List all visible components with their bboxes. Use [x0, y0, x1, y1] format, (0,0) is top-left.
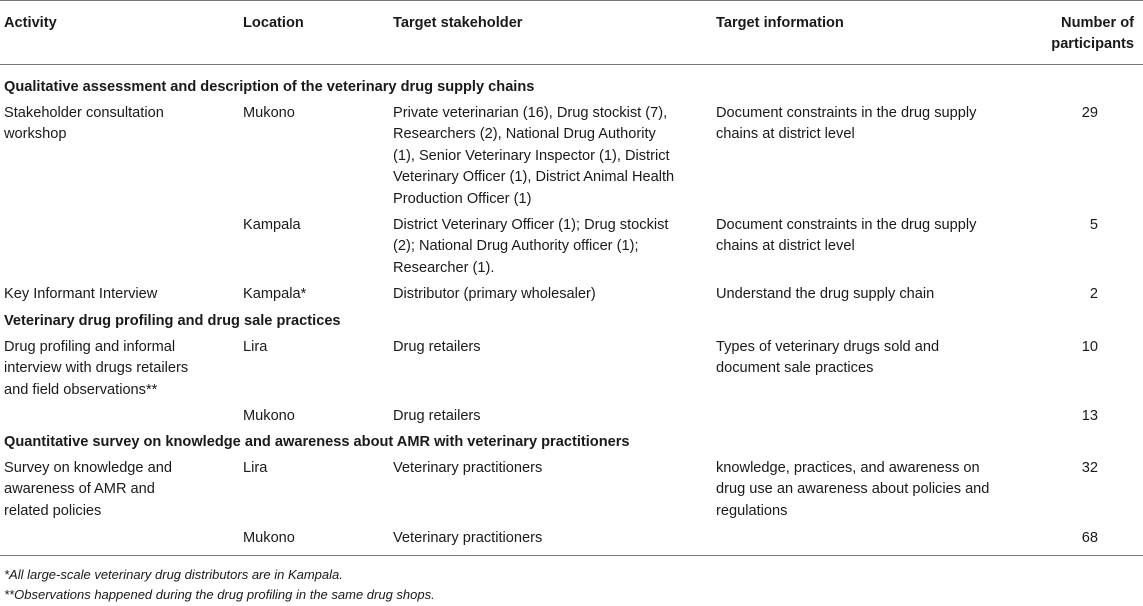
- cell-stakeholder: [393, 215, 668, 279]
- cell-information: [716, 103, 976, 146]
- text-line: (2); National Drug Authority officer (1);: [393, 238, 639, 255]
- text-line: Survey on knowledge and: [4, 460, 172, 476]
- cell-participants: 32: [1081, 460, 1098, 476]
- header-participants: [1051, 13, 1134, 56]
- table-top-rule: [0, 0, 1143, 1]
- cell-stakeholder: Veterinary practitioners: [393, 460, 543, 476]
- cell-participants: 68: [1081, 530, 1098, 546]
- cell-location: Lira: [243, 339, 268, 355]
- cell-location: Kampala: [243, 217, 301, 233]
- text-line: workshop: [4, 126, 67, 143]
- text-line: Production Officer (1): [393, 190, 532, 207]
- cell-information: [716, 337, 939, 380]
- text-line: chains at district level: [716, 238, 855, 255]
- cell-stakeholder: [393, 103, 674, 210]
- cell-stakeholder: Drug retailers: [393, 339, 481, 355]
- section-title: Quantitative survey on knowledge and awareness about AMR with veterinary practitioners: [4, 434, 630, 450]
- text-line: drug use an awareness about policies and: [716, 481, 990, 498]
- table-header-rule: [0, 64, 1143, 65]
- cell-location: Mukono: [243, 105, 295, 121]
- text-line: Document constraints in the drug supply: [716, 105, 977, 121]
- footnote: **Observations happened during the drug profiling in the same drug shops.: [4, 587, 435, 602]
- cell-activity: Key Informant Interview: [4, 286, 158, 302]
- text-line: related policies: [4, 502, 102, 519]
- cell-location: Mukono: [243, 408, 295, 424]
- cell-activity: [4, 337, 188, 401]
- text-line: District Veterinary Officer (1); Drug stockist: [393, 217, 669, 233]
- header-participants-line: Number of: [1061, 15, 1134, 31]
- cell-location: Lira: [243, 460, 268, 476]
- text-line: Stakeholder consultation: [4, 105, 164, 121]
- cell-stakeholder: Distributor (primary wholesaler): [393, 286, 596, 302]
- cell-participants: 10: [1081, 339, 1098, 355]
- cell-participants: 2: [1089, 286, 1098, 302]
- text-line: (1), Senior Veterinary Inspector (1), District: [393, 147, 670, 164]
- text-line: regulations: [716, 502, 788, 519]
- text-line: Types of veterinary drugs sold and: [716, 339, 940, 355]
- cell-information: [716, 458, 989, 522]
- section-title: Qualitative assessment and description of the veterinary drug supply chains: [4, 79, 535, 95]
- cell-location: Kampala*: [243, 286, 307, 302]
- text-line: Drug profiling and informal: [4, 339, 176, 355]
- text-line: and field observations**: [4, 381, 158, 398]
- cell-stakeholder: Drug retailers: [393, 408, 481, 424]
- cell-activity: [4, 103, 164, 146]
- text-line: chains at district level: [716, 126, 855, 143]
- cell-activity: [4, 458, 172, 522]
- table-bottom-rule: [0, 555, 1143, 556]
- text-line: interview with drugs retailers: [4, 360, 189, 377]
- header-stakeholder: Target stakeholder: [393, 15, 523, 31]
- text-line: document sale practices: [716, 360, 874, 377]
- text-line: Veterinary Officer (1), District Animal Health: [393, 169, 675, 186]
- text-line: Researcher (1).: [393, 259, 495, 276]
- section-title: Veterinary drug profiling and drug sale practices: [4, 313, 341, 329]
- cell-location: Mukono: [243, 530, 295, 546]
- header-activity: Activity: [4, 15, 57, 31]
- text-line: Researchers (2), National Drug Authority: [393, 126, 656, 143]
- header-location: Location: [243, 15, 304, 31]
- text-line: Private veterinarian (16), Drug stockist (7),: [393, 105, 668, 121]
- text-line: knowledge, practices, and awareness on: [716, 460, 980, 476]
- cell-information: [716, 215, 976, 258]
- text-line: awareness of AMR and: [4, 481, 155, 498]
- header-participants-line: participants: [1051, 36, 1134, 53]
- cell-participants: 29: [1081, 105, 1098, 121]
- cell-stakeholder: Veterinary practitioners: [393, 530, 543, 546]
- cell-participants: 5: [1089, 217, 1098, 233]
- header-information: Target information: [716, 15, 844, 31]
- text-line: Document constraints in the drug supply: [716, 217, 977, 233]
- cell-participants: 13: [1081, 408, 1098, 424]
- footnote: *All large-scale veterinary drug distributors are in Kampala.: [4, 567, 343, 582]
- cell-information: Understand the drug supply chain: [716, 286, 935, 302]
